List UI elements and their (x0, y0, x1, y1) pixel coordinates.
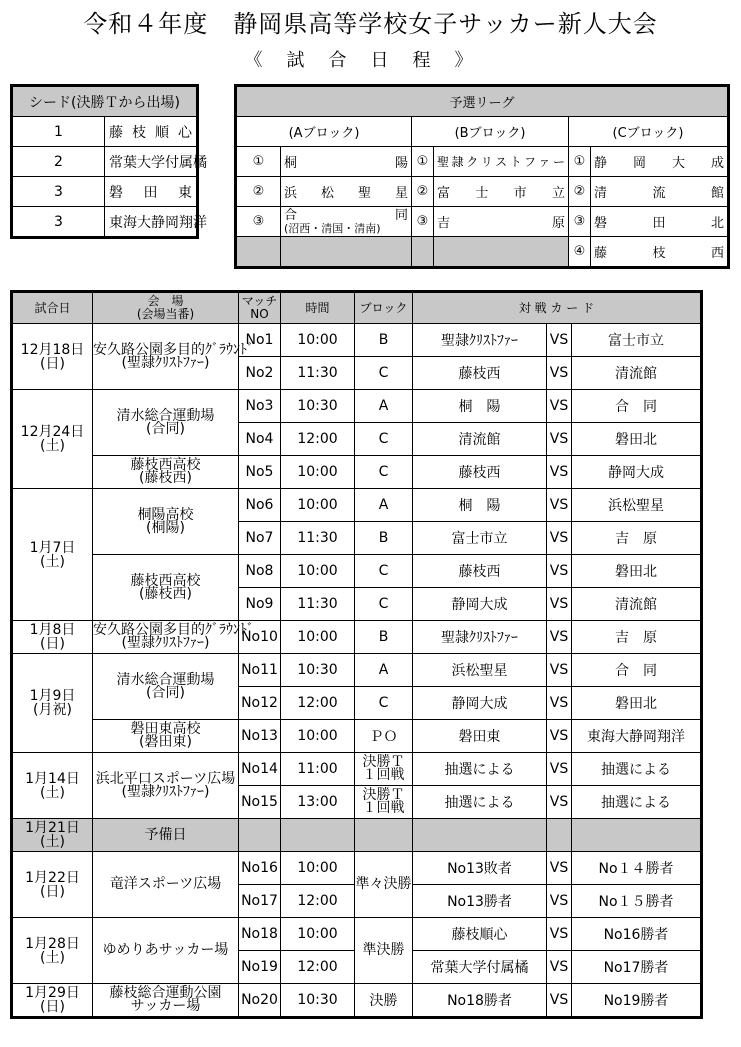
match-block: A (355, 489, 413, 522)
col-venue-main: 会 場 (147, 294, 184, 308)
match-date (13, 984, 93, 1017)
home-team: 常葉大学付属橘 (413, 951, 547, 984)
table-row (13, 621, 701, 654)
team-name: 清流館 (591, 177, 728, 207)
vs-label: VS (547, 753, 572, 786)
match-date (13, 753, 93, 819)
empty-cell (281, 237, 412, 267)
vs-label: VS (547, 786, 572, 819)
match-venue (93, 621, 254, 654)
away-team: 静岡大成 (572, 456, 701, 489)
match-block-line1: 決勝Ｔ (362, 754, 405, 770)
match-block: B (355, 621, 413, 654)
match-date (13, 489, 93, 621)
match-date-line1: 1月29日 (25, 985, 80, 1001)
match-venue (93, 654, 239, 720)
match-no: No12 (239, 687, 281, 720)
col-block: ブロック (355, 293, 413, 324)
match-venue-line1: 藤枝総合運動公園 (109, 985, 222, 1001)
match-date (13, 918, 93, 984)
match-venue-line1: 安久路公園多目的ｸﾞﾗｳﾝﾄﾞ (93, 341, 254, 358)
match-block: A (355, 654, 413, 687)
league-header: 予選リーグ (237, 87, 728, 117)
away-team: 合 同 (572, 654, 701, 687)
match-venue (93, 753, 239, 819)
match-date-line2: (土) (40, 834, 65, 850)
away-team: No１４勝者 (572, 852, 701, 885)
match-venue-line2: (聖隷ｸﾘｽﾄﾌｧｰ) (121, 783, 210, 800)
match-time: 13:00 (281, 786, 355, 819)
empty-cell (572, 819, 701, 852)
match-venue (93, 918, 239, 984)
empty-cell (239, 819, 281, 852)
away-team: 清流館 (572, 588, 701, 621)
match-time: 11:30 (281, 522, 355, 555)
home-team: No18勝者 (413, 984, 547, 1017)
home-team: 静岡大成 (413, 687, 547, 720)
match-no: No7 (239, 522, 281, 555)
empty-cell (237, 237, 281, 267)
seed-row (13, 177, 197, 207)
match-block: C (355, 423, 413, 456)
match-date-line2: (土) (40, 438, 65, 454)
seed-mark: ② (569, 177, 591, 207)
seed-mark: ① (412, 147, 434, 177)
home-team: 藤枝西 (413, 555, 547, 588)
match-block: C (355, 357, 413, 390)
col-match (239, 293, 281, 324)
match-no: No5 (239, 456, 281, 489)
page-title: 令和４年度 静岡県高等学校女子サッカー新人大会 (83, 10, 658, 38)
col-venue-sub: (会場当番) (136, 307, 195, 321)
match-time: 10:00 (281, 456, 355, 489)
schedule-header-row (13, 293, 701, 324)
away-team: 東海大静岡翔洋 (572, 720, 701, 753)
block-a-label: (Aブロック) (237, 117, 412, 147)
match-venue (93, 984, 239, 1017)
seed-team: 常葉大学付属橘 (105, 147, 197, 177)
empty-cell (355, 819, 413, 852)
match-no: No15 (239, 786, 281, 819)
match-date-line1: 1月14日 (25, 770, 80, 787)
vs-label: VS (547, 984, 572, 1017)
col-venue (93, 293, 239, 324)
table-row (13, 489, 701, 522)
away-team: 磐田北 (572, 423, 701, 456)
home-team: No13勝者 (413, 885, 547, 918)
match-venue-line2: サッカー場 (130, 998, 201, 1014)
block-c-label: (Cブロック) (569, 117, 728, 147)
match-venue-line2: (合同) (146, 420, 185, 437)
match-date-line1: 1月21日 (25, 820, 80, 836)
match-date-line2: (土) (40, 553, 65, 570)
empty-cell (434, 237, 569, 267)
match-no: No14 (239, 753, 281, 786)
seed-team: 藤枝順心 (105, 117, 197, 147)
away-team: No１５勝者 (572, 885, 701, 918)
match-block: C (355, 588, 413, 621)
home-team: 藤枝西 (413, 456, 547, 489)
col-match-sub: NO (250, 307, 269, 321)
match-venue-line2: (藤枝西) (139, 585, 192, 602)
table-row (13, 456, 701, 489)
team-name: 吉原 (434, 207, 569, 237)
match-venue-line1: 藤枝西高校 (130, 572, 201, 589)
away-team: 抽選による (572, 753, 701, 786)
match-time: 12:00 (281, 951, 355, 984)
match-time: 11:30 (281, 588, 355, 621)
match-date-line1: 12月18日 (20, 341, 85, 358)
match-time: 11:30 (281, 357, 355, 390)
match-no: No4 (239, 423, 281, 456)
vs-label: VS (547, 423, 572, 456)
col-card: 対 戦 カ ー ド (413, 293, 701, 324)
match-venue-line2: (磐田東) (139, 734, 192, 750)
vs-label: VS (547, 522, 572, 555)
home-team: 抽選による (413, 786, 547, 819)
match-no: No10 (239, 621, 281, 654)
match-venue-line1: 安久路公園多目的ｸﾞﾗｳﾝﾄﾞ (93, 622, 254, 638)
col-match-main: マッチ (241, 294, 278, 308)
away-team: 磐田北 (572, 687, 701, 720)
match-date-line2: (土) (40, 949, 65, 966)
vs-label: VS (547, 489, 572, 522)
away-team: 吉 原 (572, 621, 701, 654)
match-no: No18 (239, 918, 281, 951)
vs-label: VS (547, 555, 572, 588)
match-time: 10:00 (281, 918, 355, 951)
seed-header: シード(決勝Ｔから出場) (13, 87, 197, 117)
home-team: 藤枝西 (413, 357, 547, 390)
col-date: 試合日 (13, 293, 93, 324)
seed-mark: ② (412, 177, 434, 207)
seed-team: 東海大静岡翔洋 (105, 207, 197, 237)
empty-cell (412, 237, 434, 267)
match-date-line2: (日) (40, 999, 65, 1015)
vs-label: VS (547, 720, 572, 753)
reserve-label: 予備日 (93, 819, 239, 852)
match-date-line1: 12月24日 (20, 424, 85, 440)
away-team: No19勝者 (572, 984, 701, 1017)
away-team: 磐田北 (572, 555, 701, 588)
match-date-line2: (月祝) (33, 702, 72, 718)
empty-cell (547, 819, 572, 852)
home-team: 聖隷ｸﾘｽﾄﾌｧｰ (413, 621, 547, 654)
match-date-line2: (土) (40, 784, 65, 801)
match-date-line2: (日) (40, 883, 65, 900)
away-team: No16勝者 (572, 918, 701, 951)
table-row (13, 720, 701, 753)
team-name: 桐陽 (281, 147, 412, 177)
match-venue (93, 489, 239, 555)
match-date (13, 621, 93, 654)
match-venue-line2: (藤枝西) (139, 470, 192, 486)
match-venue-line1: 浜北平口スポーツ広場 (95, 770, 236, 787)
match-date (13, 819, 93, 852)
home-team: 富士市立 (413, 522, 547, 555)
team-name (281, 207, 412, 237)
seed-row (13, 117, 197, 147)
match-no: No2 (239, 357, 281, 390)
table-row (13, 390, 701, 423)
match-time: 12:00 (281, 423, 355, 456)
away-team: No17勝者 (572, 951, 701, 984)
home-team: 桐 陽 (413, 489, 547, 522)
match-no: No1 (239, 324, 281, 357)
vs-label: VS (547, 654, 572, 687)
seed-num: 1 (13, 117, 105, 147)
match-date-line2: (日) (40, 355, 65, 372)
away-team: 富士市立 (572, 324, 701, 357)
home-team: 桐 陽 (413, 390, 547, 423)
match-no: No8 (239, 555, 281, 588)
match-time: 10:00 (281, 621, 355, 654)
empty-cell (281, 819, 355, 852)
vs-label: VS (547, 357, 572, 390)
seed-table (12, 86, 207, 237)
match-venue-line1: 清水総合運動場 (116, 671, 215, 688)
match-date-line2: (日) (40, 636, 65, 652)
home-team: 浜松聖星 (413, 654, 547, 687)
match-block: 準決勝 (355, 918, 413, 984)
team-name-sub: (沼西・清国・清南) (284, 221, 381, 235)
match-block: 準々決勝 (355, 852, 413, 918)
league-table (236, 86, 728, 267)
match-date-line1: 1月7日 (29, 539, 76, 556)
match-block (355, 786, 413, 819)
match-venue (93, 324, 254, 390)
block-b-label: (Bブロック) (412, 117, 569, 147)
away-team: 合 同 (572, 390, 701, 423)
page-subtitle: 《試合日程》 (244, 50, 497, 71)
away-team: 浜松聖星 (572, 489, 701, 522)
seed-row (13, 207, 197, 237)
seed-mark: ④ (569, 237, 591, 267)
table-row (13, 654, 701, 687)
match-block-line1: 決勝Ｔ (362, 787, 405, 803)
match-venue-line1: ゆめりあサッカー場 (102, 942, 229, 958)
match-block: ＰＯ (355, 720, 413, 753)
vs-label: VS (547, 885, 572, 918)
match-no: No19 (239, 951, 281, 984)
match-block: B (355, 522, 413, 555)
match-no: No11 (239, 654, 281, 687)
seed-num: 3 (13, 207, 105, 237)
team-name: 聖隷クリストファー (434, 147, 569, 177)
match-date-line1: 1月9日 (29, 688, 76, 704)
team-name: 磐田北 (591, 207, 728, 237)
reserve-row (13, 819, 701, 852)
match-date-line1: 1月28日 (25, 935, 80, 952)
away-team: 清流館 (572, 357, 701, 390)
seed-num: 3 (13, 177, 105, 207)
table-row (13, 555, 701, 588)
match-venue (93, 720, 239, 753)
home-team: 藤枝順心 (413, 918, 547, 951)
match-block: A (355, 390, 413, 423)
match-block: C (355, 456, 413, 489)
team-name-main: 合同 (284, 207, 408, 223)
schedule-table (12, 292, 701, 1017)
vs-label: VS (547, 324, 572, 357)
match-block-line2: １回戦 (362, 800, 405, 816)
vs-label: VS (547, 588, 572, 621)
match-no: No17 (239, 885, 281, 918)
match-block: C (355, 687, 413, 720)
vs-label: VS (547, 456, 572, 489)
table-row (13, 852, 701, 885)
home-team: 聖隷ｸﾘｽﾄﾌｧｰ (413, 324, 547, 357)
match-date (13, 390, 93, 489)
match-time: 10:00 (281, 720, 355, 753)
match-time: 10:00 (281, 852, 355, 885)
match-venue-line2: (桐陽) (146, 519, 185, 536)
vs-label: VS (547, 852, 572, 885)
team-name: 藤枝西 (591, 237, 728, 267)
home-team: 清流館 (413, 423, 547, 456)
match-block: 決勝 (355, 984, 413, 1017)
table-row (13, 984, 701, 1017)
vs-label: VS (547, 918, 572, 951)
vs-label: VS (547, 390, 572, 423)
seed-mark: ③ (237, 207, 281, 237)
match-date-line1: 1月8日 (29, 622, 76, 638)
match-block (355, 753, 413, 786)
match-time: 10:30 (281, 390, 355, 423)
match-time: 12:00 (281, 687, 355, 720)
match-date-line1: 1月22日 (25, 869, 80, 886)
match-time: 11:00 (281, 753, 355, 786)
match-no: No16 (239, 852, 281, 885)
match-venue-line2: (合同) (146, 684, 185, 701)
match-date (13, 852, 93, 918)
match-time: 10:00 (281, 555, 355, 588)
match-date (13, 654, 93, 753)
match-venue (93, 390, 239, 456)
table-row (13, 753, 701, 786)
match-time: 10:30 (281, 654, 355, 687)
away-team: 吉 原 (572, 522, 701, 555)
table-row (13, 324, 701, 357)
match-venue (93, 852, 239, 918)
seed-team: 磐田東 (105, 177, 197, 207)
match-no: No13 (239, 720, 281, 753)
match-date (13, 324, 93, 390)
match-no: No20 (239, 984, 281, 1017)
team-name: 富士市立 (434, 177, 569, 207)
match-venue-line2: (聖隷ｸﾘｽﾄﾌｧｰ) (121, 354, 210, 371)
seed-mark: ③ (412, 207, 434, 237)
seed-mark: ① (569, 147, 591, 177)
seed-row (13, 147, 197, 177)
team-name: 静岡大成 (591, 147, 728, 177)
match-no: No3 (239, 390, 281, 423)
seed-mark: ② (237, 177, 281, 207)
match-venue-line1: 磐田東高校 (130, 721, 201, 737)
vs-label: VS (547, 621, 572, 654)
match-venue-line1: 藤枝西高校 (130, 457, 201, 473)
col-time: 時間 (281, 293, 355, 324)
vs-label: VS (547, 951, 572, 984)
home-team: 抽選による (413, 753, 547, 786)
match-no: No9 (239, 588, 281, 621)
match-venue-line2: (聖隷ｸﾘｽﾄﾌｧｰ) (121, 635, 210, 651)
match-venue-line1: 竜洋スポーツ広場 (109, 876, 222, 892)
match-block: C (355, 555, 413, 588)
table-row (13, 918, 701, 951)
home-team: 磐田東 (413, 720, 547, 753)
match-time: 12:00 (281, 885, 355, 918)
match-venue-line1: 清水総合運動場 (116, 407, 215, 424)
seed-mark: ③ (569, 207, 591, 237)
match-venue (93, 555, 239, 621)
empty-cell (413, 819, 547, 852)
seed-num: 2 (13, 147, 105, 177)
match-time: 10:00 (281, 489, 355, 522)
match-no: No6 (239, 489, 281, 522)
team-name: 浜松聖星 (281, 177, 412, 207)
match-block-line2: １回戦 (362, 767, 405, 783)
away-team: 抽選による (572, 786, 701, 819)
home-team: No13敗者 (413, 852, 547, 885)
seed-mark: ① (237, 147, 281, 177)
match-venue (93, 456, 239, 489)
match-venue-line1: 桐陽高校 (137, 506, 194, 523)
match-block: B (355, 324, 413, 357)
home-team: 静岡大成 (413, 588, 547, 621)
match-time: 10:30 (281, 984, 355, 1017)
match-time: 10:00 (281, 324, 355, 357)
vs-label: VS (547, 687, 572, 720)
